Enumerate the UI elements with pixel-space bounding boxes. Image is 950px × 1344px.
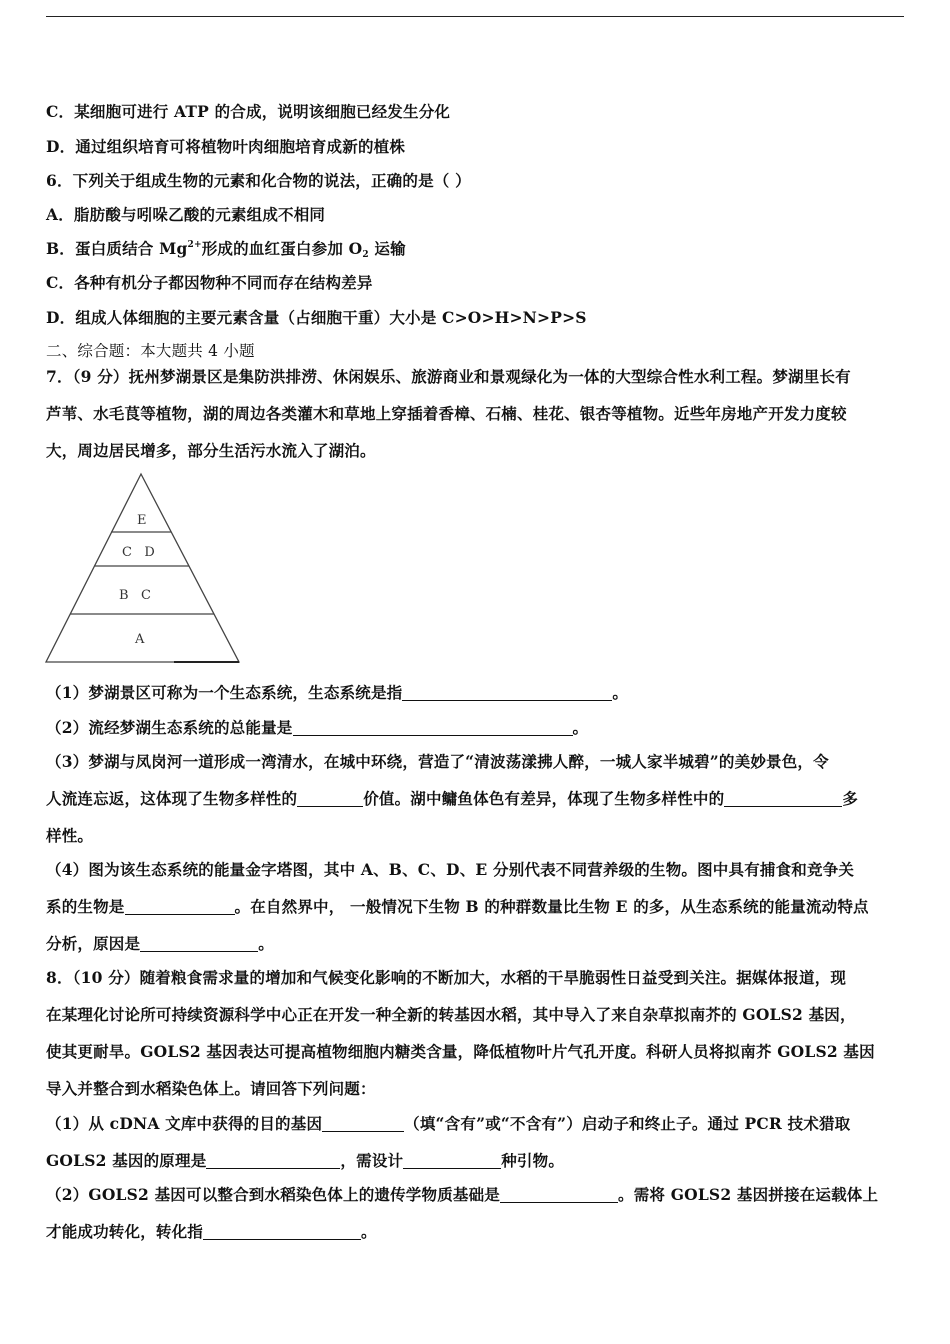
pyramid-level-e: E [137,513,147,528]
question-7-part-3-line3: 样性。 [46,826,94,845]
question-8-para-2: 在某理化讨论所可持续资源科学中心正在开发一种全新的转基因水稻，其中导入了来自杂草拟南芥的 GOLS2 基因， [46,1005,856,1024]
question-6-stem: 6．下列关于组成生物的元素和化合物的说法，正确的是（ ） [46,171,471,190]
question-8-part-1-line2: GOLS2 基因的原理是 ，需设计 种引物。 [46,1151,565,1170]
question-8-para-4: 导入并整合到水稻染色体上。请回答下列问题： [46,1079,376,1098]
section-heading: 二、综合题：本大题共 4 小题 [46,342,255,360]
question-8-para-1: 8．（10 分）随着粮食需求量的增加和气候变化影响的不断加大，水稻的干旱脆弱性日益受到关注。据媒体报道，现 [46,968,847,987]
option-6d-prev: D．通过组织培育可将植物叶肉细胞培育成新的植株 [46,137,406,156]
question-7-para-1: 7．（9 分）抚州梦湖景区是集防洪排涝、休闲娱乐、旅游商业和景观绿化为一体的大型综合性水利工程。梦湖里长有 [46,367,851,386]
header-rule [46,16,904,17]
option-d: D．组成人体细胞的主要元素含量（占细胞干重）大小是 C>O>H>N>P>S [46,308,587,327]
pyramid-level-bc: B C [119,588,151,603]
question-7-para-2: 芦苇、水毛茛等植物，湖的周边各类灌木和草地上穿插着香樟、石楠、桂花、银杏等植物。近些年房地产开发力度较 [46,404,847,423]
pyramid-level-cd: C D [122,545,155,560]
question-7-part-1: （1）梦湖景区可称为一个生态系统，生态系统是指 。 [46,683,629,702]
question-7-part-2: （2）流经梦湖生态系统的总能量是 。 [46,718,589,737]
question-7-part-4-line1: （4）图为该生态系统的能量金字塔图，其中 A、B、C、D、E 分别代表不同营养级的生物。图中具有捕食和竞争关 [46,860,855,879]
question-8-para-3: 使其更耐旱。GOLS2 基因表达可提高植物细胞内糖类含量，降低植物叶片气孔开度。科研人员将拟南芥 GOLS2 基因 [46,1042,875,1061]
question-8-part-1-line1: （1）从 cDNA 文库中获得的目的基因 （填“含有”或“不含有”）启动子和终止子。通过 PCR 技术猎取 [46,1114,851,1133]
question-7-part-4-line2: 系的生物是 。在自然界中， 一般情况下生物 B 的种群数量比生物 E 的多，从生态系统的能量流动特点 [46,897,869,916]
energy-pyramid-diagram [44,470,244,666]
option-c: C．各种有机分子都因物种不同而存在结构差异 [46,273,373,292]
pyramid-level-a: A [135,632,145,647]
question-7-para-3: 大，周边居民增多，部分生活污水流入了湖泊。 [46,441,376,460]
question-7-part-3-line2: 人流连忘返，这体现了生物多样性的 价值。湖中鳙鱼体色有差异，体现了生物多样性中的 多 [46,789,859,808]
option-6c-prev: C．某细胞可进行 ATP 的合成，说明该细胞已经发生分化 [46,102,451,121]
option-b: B．蛋白质结合 $Mg^{2+}$形成的血红蛋白参加 $O_2$ 运输 [46,239,406,260]
question-7-part-4-line3: 分析，原因是 。 [46,934,274,953]
question-8-part-2-line2: 才能成功转化，转化指 。 [46,1222,377,1241]
question-8-part-2-line1: （2）GOLS2 基因可以整合到水稻染色体上的遗传学物质基础是 。需将 GOLS2 基因拼接在运载体上 [46,1185,879,1204]
question-7-part-3-line1: （3）梦湖与凤岗河一道形成一湾清水，在城中环绕，营造了“清波荡漾拂人醉，一城人家半城碧”的美妙景色，令 [46,752,829,771]
option-a: A．脂肪酸与吲哚乙酸的元素组成不相同 [46,205,326,224]
